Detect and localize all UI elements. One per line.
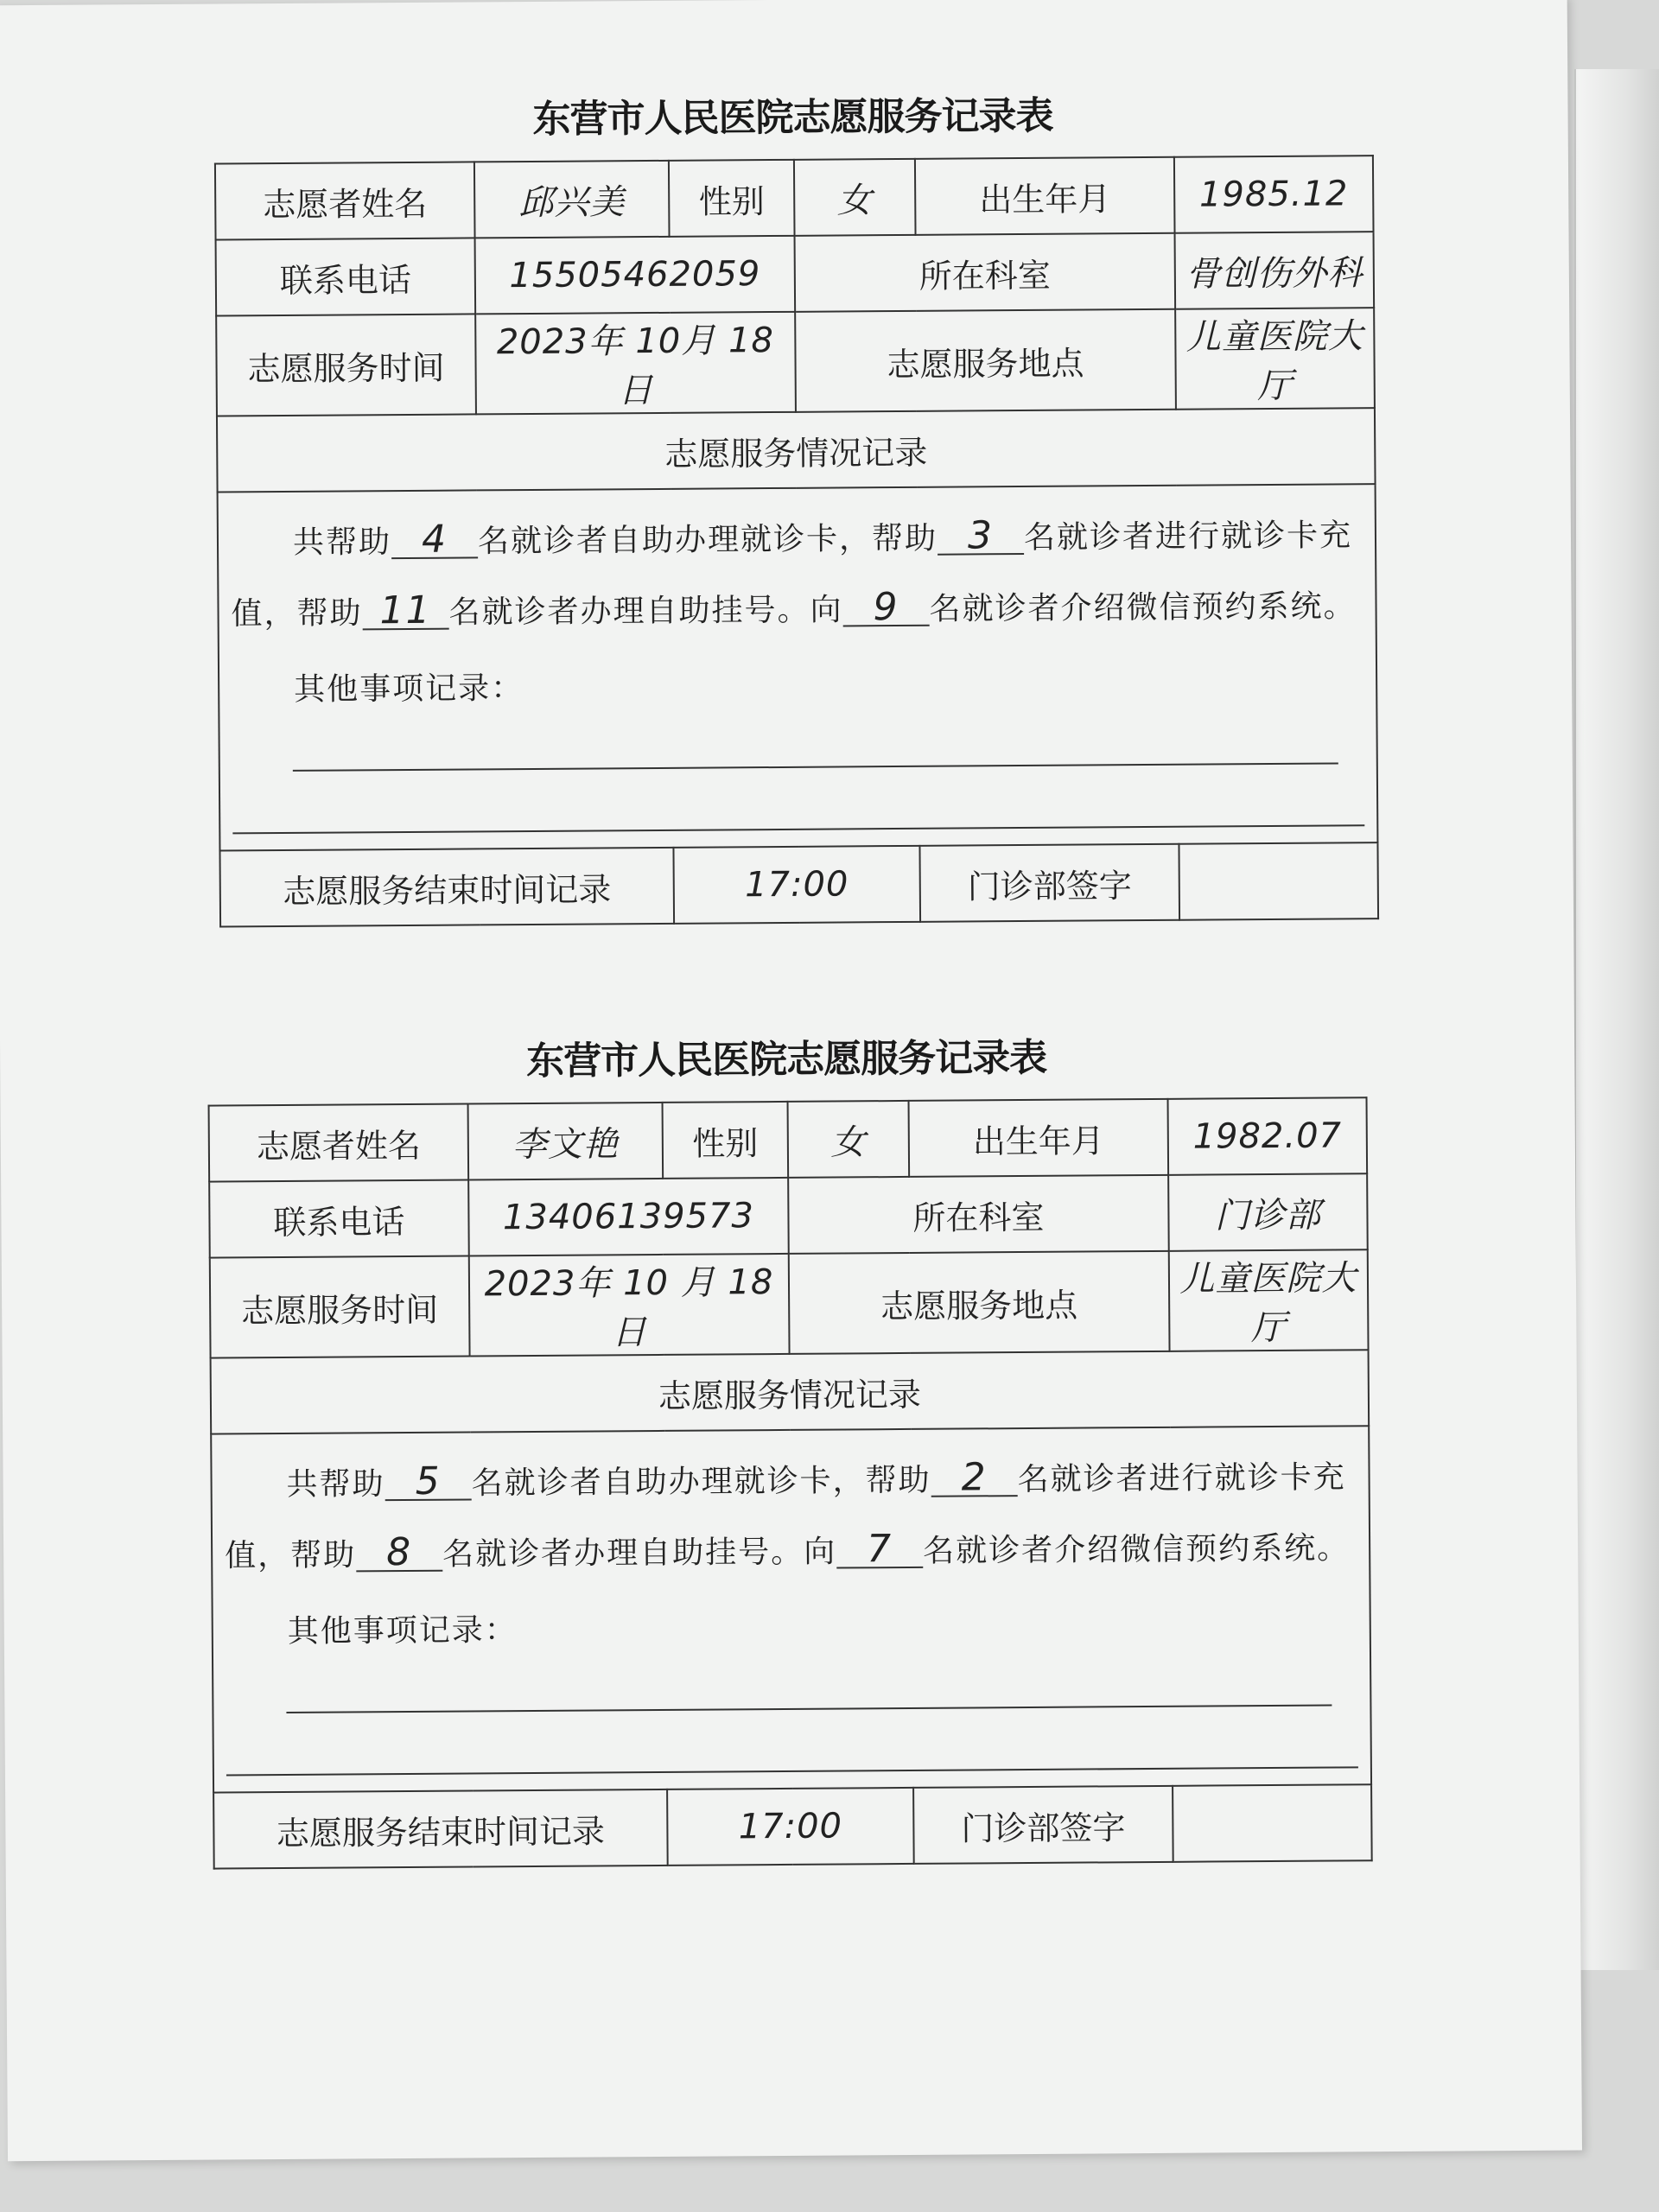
- value-name: 邱兴美: [474, 161, 670, 238]
- value-end-time: 17:00: [673, 846, 920, 924]
- other-items-line: [286, 1705, 1332, 1713]
- label-department: 所在科室: [795, 233, 1176, 312]
- label-service-place: 志愿服务地点: [795, 309, 1176, 412]
- row-service: [210, 1249, 1369, 1357]
- label-phone: 联系电话: [209, 1180, 469, 1258]
- section-title: 志愿服务情况记录: [211, 1350, 1370, 1433]
- value-service-place: 儿童医院大厅: [1169, 1249, 1369, 1351]
- other-items-line: [232, 824, 1364, 834]
- record-text: 共帮助: [286, 1466, 385, 1503]
- form-table: [214, 155, 1379, 927]
- label-service-place: 志愿服务地点: [789, 1251, 1170, 1354]
- volunteer-record-form-2: [207, 1024, 1371, 1869]
- record-paragraph: [224, 1442, 1357, 1592]
- label-gender: 性别: [663, 1102, 789, 1179]
- label-name: 志愿者姓名: [215, 162, 475, 239]
- record-text: 名就诊者办理自助挂号。向: [442, 1534, 837, 1573]
- value-sign: [1173, 1784, 1372, 1862]
- count-register: 8: [356, 1535, 442, 1573]
- other-items-line: [226, 1766, 1358, 1776]
- volunteer-record-form-1: [213, 82, 1377, 927]
- value-department: 门诊部: [1168, 1173, 1368, 1251]
- record-text: 名就诊者自助办理就诊卡，帮助: [471, 1462, 931, 1502]
- label-service-time: 志愿服务时间: [216, 314, 476, 416]
- value-service-time: 2023年 10 月 18 日: [469, 1254, 790, 1357]
- value-sign: [1179, 842, 1378, 920]
- count-card: 5: [385, 1464, 471, 1501]
- record-text: 名就诊者介绍微信预约系统。: [929, 588, 1357, 627]
- label-service-time: 志愿服务时间: [210, 1256, 470, 1358]
- record-text: 名就诊者介绍微信预约系统。: [923, 1530, 1351, 1569]
- form-table: [208, 1096, 1373, 1869]
- other-items-line: [293, 762, 1338, 771]
- row-record: [211, 1426, 1371, 1792]
- value-department: 骨创伤外科: [1175, 232, 1375, 309]
- record-text: 名就诊者办理自助挂号。向: [448, 592, 843, 631]
- row-name: [209, 1097, 1368, 1181]
- row-footer: [219, 842, 1378, 926]
- record-text: 名就诊者进行就诊卡充值，帮助: [225, 1459, 1346, 1574]
- label-department: 所在科室: [788, 1175, 1169, 1254]
- record-text: 名就诊者进行就诊卡充值，帮助: [231, 518, 1353, 632]
- value-end-time: 17:00: [667, 1788, 914, 1866]
- label-sign: 门诊部签字: [913, 1786, 1173, 1864]
- count-wechat: 7: [836, 1532, 923, 1569]
- count-wechat: 9: [842, 590, 929, 627]
- paper-stack-edge: [1574, 69, 1659, 1970]
- row-phone: [209, 1173, 1368, 1257]
- row-section-head: [217, 408, 1376, 492]
- form-title: 东营市人民医院志愿服务记录表: [532, 93, 1053, 142]
- record-body: [211, 1426, 1371, 1792]
- other-items-label: 其他事项记录：: [294, 671, 524, 708]
- record-text: 名就诊者自助办理就诊卡，帮助: [477, 520, 938, 560]
- label-end-time: 志愿服务结束时间记录: [213, 1789, 668, 1869]
- value-service-place: 儿童医院大厅: [1175, 308, 1375, 410]
- record-paragraph: [231, 500, 1363, 650]
- label-name: 志愿者姓名: [209, 1104, 469, 1182]
- value-gender: 女: [788, 1101, 910, 1178]
- row-name: [215, 156, 1374, 239]
- label-phone: 联系电话: [216, 238, 476, 315]
- row-record: [218, 484, 1378, 850]
- label-birth: 出生年月: [915, 157, 1175, 235]
- value-service-time: 2023年 10月 18日: [475, 312, 796, 415]
- label-birth: 出生年月: [909, 1099, 1169, 1177]
- label-gender: 性别: [669, 160, 795, 237]
- count-register: 11: [362, 594, 448, 631]
- section-title: 志愿服务情况记录: [217, 408, 1376, 492]
- row-section-head: [211, 1350, 1370, 1433]
- label-end-time: 志愿服务结束时间记录: [219, 848, 674, 927]
- form-title: 东营市人民医院志愿服务记录表: [526, 1035, 1047, 1084]
- count-recharge: 3: [938, 518, 1024, 556]
- value-gender: 女: [794, 159, 916, 236]
- other-items-label: 其他事项记录：: [287, 1612, 518, 1649]
- value-birth: 1985.12: [1174, 156, 1374, 233]
- value-name: 李文艳: [468, 1103, 664, 1180]
- label-sign: 门诊部签字: [919, 844, 1179, 922]
- value-birth: 1982.07: [1168, 1097, 1368, 1175]
- row-service: [216, 308, 1375, 416]
- row-footer: [213, 1784, 1372, 1868]
- record-body: [218, 484, 1378, 850]
- row-phone: [216, 232, 1375, 315]
- count-card: 4: [391, 522, 478, 559]
- record-text: 共帮助: [292, 524, 392, 561]
- value-phone: 13406139573: [468, 1178, 789, 1256]
- count-recharge: 2: [931, 1460, 1017, 1497]
- value-phone: 15505462059: [475, 236, 796, 315]
